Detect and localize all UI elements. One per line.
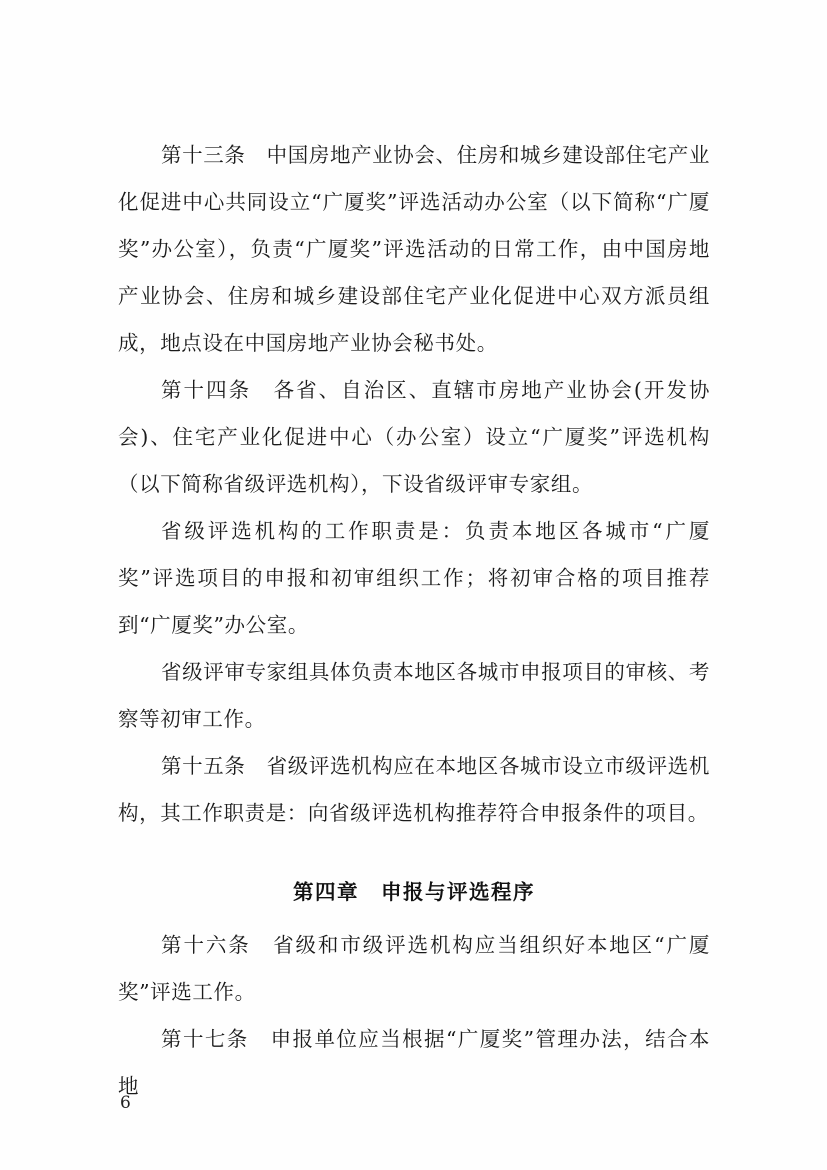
article-13: 第十三条 中国房地产业协会、住房和城乡建设部住宅产业化促进中心共同设立“广厦奖”评选活动办公室（以下简称“广厦奖”办公室），负责“广厦奖”评选活动的日常工作，由中国房地产业协会、住房和城乡建设部住宅产业化促进中心双方派员组成，地点设在中国房地产业协会秘书处。 xyxy=(118,143,710,355)
article-14: 第十四条 各省、自治区、直辖市房地产业协会(开发协会)、住宅产业化促进中心（办公室）设立“广厦奖”评选机构（以下简称省级评选机构），下设省级评审专家组。 xyxy=(118,378,710,496)
document-body xyxy=(118,132,710,1110)
expert-group-duties: 省级评审专家组具体负责本地区各城市申报项目的审核、考察等初审工作。 xyxy=(118,660,710,731)
provincial-duties: 省级评选机构的工作职责是：负责本地区各城市“广厦奖”评选项目的申报和初审组织工作；将初审合格的项目推荐到“广厦奖”办公室。 xyxy=(118,519,710,637)
section-spacer xyxy=(118,837,710,847)
article-17: 第十七条 申报单位应当根据“广厦奖”管理办法，结合本地 xyxy=(118,1027,710,1098)
article-15: 第十五条 省级评选机构应在本地区各城市设立市级评选机构，其工作职责是：向省级评选机构推荐符合申报条件的项目。 xyxy=(118,754,710,825)
chapter-four-heading: 第四章 申报与评选程序 xyxy=(293,880,535,904)
page-number: 6 xyxy=(120,1093,131,1113)
article-16: 第十六条 省级和市级评选机构应当组织好本地区“广厦奖”评选工作。 xyxy=(118,933,710,1004)
